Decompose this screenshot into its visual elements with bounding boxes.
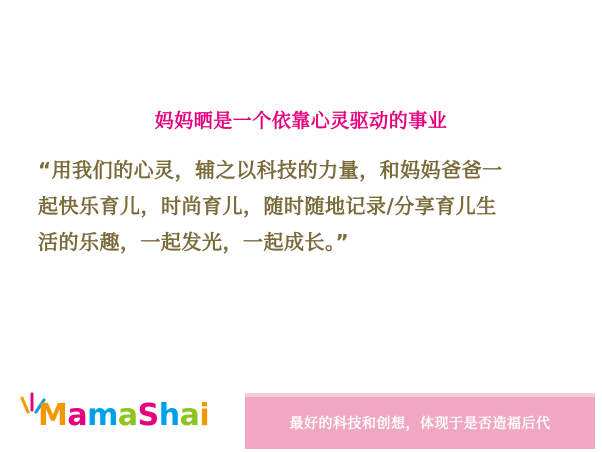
headline: 妈妈晒是一个依靠心灵驱动的事业 <box>154 110 448 132</box>
logo-letter: a <box>179 398 200 433</box>
logo-letter: M <box>38 398 68 433</box>
mamashai-logo <box>18 392 228 440</box>
logo-letter: a <box>67 398 88 433</box>
logo-letter: a <box>117 398 138 433</box>
quote-line-2: 起快乐育儿，时尚育儿，随时随地记录/分享育儿生 <box>38 194 497 218</box>
logo-letter: h <box>158 398 180 433</box>
quote-line-1: “用我们的心灵，辅之以科技的力量，和妈妈爸爸一 <box>38 158 503 182</box>
mission-quote <box>38 152 570 260</box>
slogan-banner <box>245 393 595 449</box>
quote-line-3: 活的乐趣，一起发光，一起成长。” <box>38 230 350 254</box>
logo-wordmark <box>38 398 209 434</box>
logo-letter: S <box>137 398 159 433</box>
logo-letter: i <box>199 398 210 433</box>
slogan-text: 最好的科技和创想，体现于是否造福后代 <box>289 416 551 432</box>
logo-letter: m <box>87 398 118 433</box>
